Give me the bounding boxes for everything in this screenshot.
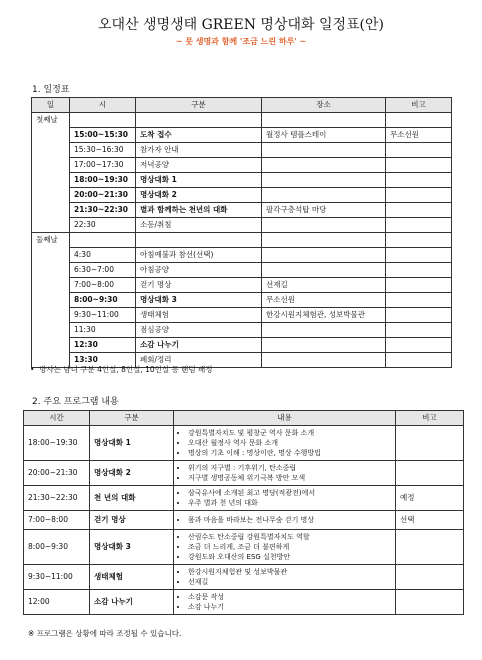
program-content-list xyxy=(178,567,391,587)
section-heading-programs: 2. 주요 프로그램 내용 xyxy=(32,397,119,407)
schedule-note xyxy=(386,353,452,368)
program-content xyxy=(174,426,396,461)
program-table xyxy=(23,410,464,615)
document-subtitle: ~ 뭇 생명과 함께 '조금 느린 하루' ~ xyxy=(175,37,307,46)
header-category: 구분 xyxy=(136,98,262,113)
schedule-time: 7:00~8:00 xyxy=(70,278,136,293)
schedule-category: 명상대화 2 xyxy=(136,188,262,203)
program-category: 천 년의 대화 xyxy=(90,486,174,511)
empty-cell xyxy=(386,113,452,128)
day-label-row xyxy=(32,233,452,248)
day-spacer xyxy=(32,323,70,338)
day-spacer xyxy=(32,278,70,293)
program-content-item: • 위기의 지구별 : 기후위기, 탄소중립 xyxy=(188,463,391,473)
schedule-place xyxy=(262,353,386,368)
schedule-category: 소등/취침 xyxy=(136,218,262,233)
schedule-note xyxy=(386,218,452,233)
program-note xyxy=(396,530,464,565)
program-row xyxy=(24,486,464,511)
day-label: 첫째날 xyxy=(32,113,70,128)
schedule-table xyxy=(31,97,452,368)
schedule-note xyxy=(386,188,452,203)
bullet-icon: • xyxy=(30,365,40,374)
header-content: 내용 xyxy=(174,411,396,426)
program-content-item: • 소감문 작성 xyxy=(188,592,391,602)
schedule-row xyxy=(32,248,452,263)
schedule-place xyxy=(262,173,386,188)
program-time: 18:00~19:30 xyxy=(24,426,90,461)
program-content-list xyxy=(178,515,391,525)
empty-cell xyxy=(70,113,136,128)
day-spacer xyxy=(32,263,70,278)
program-category: 명상대화 1 xyxy=(90,426,174,461)
empty-cell xyxy=(262,233,386,248)
empty-cell xyxy=(70,233,136,248)
schedule-row xyxy=(32,278,452,293)
schedule-place: 월정사 템플스테이 xyxy=(262,128,386,143)
schedule-header-row xyxy=(32,98,452,113)
header-note: 비고 xyxy=(396,411,464,426)
program-row xyxy=(24,461,464,486)
header-note: 비고 xyxy=(386,98,452,113)
schedule-place xyxy=(262,338,386,353)
schedule-row xyxy=(32,293,452,308)
program-content-item: • 조금 더 느리게, 조금 더 불편하게 xyxy=(188,542,391,552)
schedule-time: 13:30 xyxy=(70,353,136,368)
program-note xyxy=(396,461,464,486)
schedule-note xyxy=(386,308,452,323)
program-content xyxy=(174,511,396,530)
program-category: 소감 나누기 xyxy=(90,590,174,615)
schedule-row xyxy=(32,218,452,233)
program-content-item: • 소감 나누기 xyxy=(188,602,391,612)
day-spacer xyxy=(32,143,70,158)
schedule-category: 아침공양 xyxy=(136,263,262,278)
schedule-note xyxy=(386,323,452,338)
program-row xyxy=(24,590,464,615)
schedule-place xyxy=(262,158,386,173)
schedule-place xyxy=(262,143,386,158)
program-content-item: • 강원도와 오대산의 ESG 실천방안 xyxy=(188,552,391,562)
schedule-time: 9:30~11:00 xyxy=(70,308,136,323)
schedule-row xyxy=(32,323,452,338)
footer-note: ※ 프로그램은 상황에 따라 조정될 수 있습니다. xyxy=(28,629,182,638)
program-content-item: • 지구별 생명공동체 위기극복 방안 모색 xyxy=(188,473,391,483)
day-spacer xyxy=(32,128,70,143)
program-note xyxy=(396,565,464,590)
schedule-note xyxy=(386,173,452,188)
program-content-item: • 우주 별과 천 년의 대화 xyxy=(188,498,391,508)
program-note: 선택 xyxy=(396,511,464,530)
schedule-time: 22:30 xyxy=(70,218,136,233)
program-category: 명상대화 2 xyxy=(90,461,174,486)
schedule-time: 21:30~22:30 xyxy=(70,203,136,218)
program-header-row xyxy=(24,411,464,426)
empty-cell xyxy=(136,113,262,128)
program-note: 예정 xyxy=(396,486,464,511)
program-content xyxy=(174,530,396,565)
program-category: 명상대화 3 xyxy=(90,530,174,565)
schedule-row xyxy=(32,338,452,353)
schedule-place: 한강시원지체험관, 성보박물관 xyxy=(262,308,386,323)
header-day: 일 xyxy=(32,98,70,113)
day-spacer xyxy=(32,338,70,353)
schedule-row xyxy=(32,143,452,158)
schedule-category: 폐회/정리 xyxy=(136,353,262,368)
section-heading-schedule: 1. 일정표 xyxy=(32,85,70,95)
schedule-category: 명상대화 1 xyxy=(136,173,262,188)
schedule-row xyxy=(32,308,452,323)
schedule-note xyxy=(386,248,452,263)
schedule-category: 참가자 안내 xyxy=(136,143,262,158)
schedule-time: 15:30~16:30 xyxy=(70,143,136,158)
schedule-row xyxy=(32,188,452,203)
program-content-item: • 삼국유사에 소개된 최고 명당(적광전)에서 xyxy=(188,488,391,498)
schedule-category: 점심공양 xyxy=(136,323,262,338)
program-time: 7:00~8:00 xyxy=(24,511,90,530)
program-content-list xyxy=(178,592,391,612)
program-content-item: • 오대산 월정사 역사 문화 소개 xyxy=(188,438,391,448)
program-category: 걷기 명상 xyxy=(90,511,174,530)
schedule-category: 소감 나누기 xyxy=(136,338,262,353)
program-content-item: • 명상의 기초 이해 : 명상이란, 명상 수행방법 xyxy=(188,448,391,458)
schedule-time: 6:30~7:00 xyxy=(70,263,136,278)
empty-cell xyxy=(136,233,262,248)
schedule-note xyxy=(386,203,452,218)
schedule-note xyxy=(386,338,452,353)
schedule-time: 4:30 xyxy=(70,248,136,263)
program-row xyxy=(24,530,464,565)
day-spacer xyxy=(32,158,70,173)
schedule-note xyxy=(386,278,452,293)
schedule-category: 걷기 명상 xyxy=(136,278,262,293)
program-note xyxy=(396,426,464,461)
program-content xyxy=(174,565,396,590)
program-content-item: • 몸과 마음을 바라보는 전나무숲 걷기 명상 xyxy=(188,515,391,525)
program-time: 21:30~22:30 xyxy=(24,486,90,511)
program-category: 생태체험 xyxy=(90,565,174,590)
schedule-place: 무소선원 xyxy=(262,293,386,308)
schedule-row xyxy=(32,203,452,218)
schedule-category: 아침예불과 참선(선택) xyxy=(136,248,262,263)
day-spacer xyxy=(32,218,70,233)
schedule-note: 무소선원 xyxy=(386,128,452,143)
program-time: 9:30~11:00 xyxy=(24,565,90,590)
schedule-place xyxy=(262,218,386,233)
program-time: 12:00 xyxy=(24,590,90,615)
schedule-place: 팔각구층석탑 마당 xyxy=(262,203,386,218)
day-spacer xyxy=(32,293,70,308)
program-content-list xyxy=(178,428,391,458)
schedule-category: 명상대화 3 xyxy=(136,293,262,308)
day-spacer xyxy=(32,203,70,218)
schedule-note xyxy=(386,158,452,173)
document-title: 오대산 생명생태 GREEN 명상대화 일정표(안) xyxy=(98,17,384,33)
empty-cell xyxy=(262,113,386,128)
day-spacer xyxy=(32,248,70,263)
schedule-note xyxy=(386,293,452,308)
day-spacer xyxy=(32,173,70,188)
program-content-item: • 선재길 xyxy=(188,577,391,587)
program-content-list xyxy=(178,532,391,562)
schedule-row xyxy=(32,263,452,278)
schedule-time: 8:00~9:30 xyxy=(70,293,136,308)
schedule-row xyxy=(32,158,452,173)
header-place: 장소 xyxy=(262,98,386,113)
header-time: 시 xyxy=(70,98,136,113)
schedule-category: 별과 함께하는 천년의 대화 xyxy=(136,203,262,218)
schedule-time: 12:30 xyxy=(70,338,136,353)
schedule-place xyxy=(262,248,386,263)
program-content-list xyxy=(178,463,391,483)
day-spacer xyxy=(32,188,70,203)
header-category: 구분 xyxy=(90,411,174,426)
schedule-row xyxy=(32,128,452,143)
schedule-place xyxy=(262,323,386,338)
program-content-item: • 산림수도 탄소중립 강원특별자치도 역할 xyxy=(188,532,391,542)
day-spacer xyxy=(32,308,70,323)
schedule-row xyxy=(32,173,452,188)
schedule-note xyxy=(386,263,452,278)
program-content xyxy=(174,461,396,486)
program-content-list xyxy=(178,488,391,508)
schedule-place xyxy=(262,188,386,203)
schedule-time: 18:00~19:30 xyxy=(70,173,136,188)
schedule-place: 선재길 xyxy=(262,278,386,293)
header-time: 시간 xyxy=(24,411,90,426)
schedule-time: 11:30 xyxy=(70,323,136,338)
program-time: 20:00~21:30 xyxy=(24,461,90,486)
program-content xyxy=(174,486,396,511)
schedule-time: 20:00~21:30 xyxy=(70,188,136,203)
day-label-row xyxy=(32,113,452,128)
program-row xyxy=(24,511,464,530)
day-label: 둘째날 xyxy=(32,233,70,248)
schedule-place xyxy=(262,263,386,278)
schedule-category: 생태체험 xyxy=(136,308,262,323)
program-row xyxy=(24,426,464,461)
schedule-note xyxy=(386,143,452,158)
schedule-category: 도착 접수 xyxy=(136,128,262,143)
program-row xyxy=(24,565,464,590)
program-time: 8:00~9:30 xyxy=(24,530,90,565)
program-content-item: • 강원특별자치도 및 평창군 역사 문화 소개 xyxy=(188,428,391,438)
schedule-time: 17:00~17:30 xyxy=(70,158,136,173)
program-content-item: • 한강시원지체험관 및 성보박물관 xyxy=(188,567,391,577)
empty-cell xyxy=(386,233,452,248)
program-content xyxy=(174,590,396,615)
room-assignment-note: • 방사는 남녀 구분 4인실, 8인실, 10인실 등 랜덤 배정 xyxy=(30,365,213,374)
schedule-category: 저녁공양 xyxy=(136,158,262,173)
program-note xyxy=(396,590,464,615)
schedule-time: 15:00~15:30 xyxy=(70,128,136,143)
